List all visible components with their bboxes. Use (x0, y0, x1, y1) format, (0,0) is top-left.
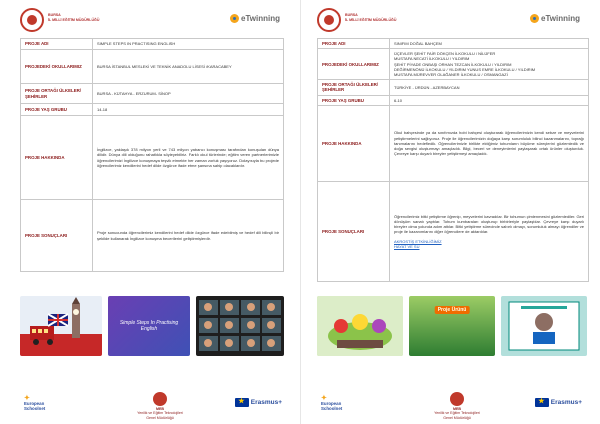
table-row (318, 80, 589, 95)
page-header (317, 8, 586, 36)
page-header (20, 8, 286, 36)
eu-school-line2: Schoolnet (24, 406, 46, 411)
meb-yegitek-logo (125, 392, 195, 420)
row-value: İngilizce, yaklaşık 378 milyon yerli ve 743 milyon yabancı konuşması tarafından konuşulan dünya dilidir. Dünya dili olduğunu rahatlıkla söyleyebiliriz. Farklı okul türlerinde; eğitim veren partnerlerimizle öğrencilerimizi İngilizce konuşmaya teşvik etmekte her zaman zorluk yaşıyoruz. Dolayısıyla bu projede öğrencilerimiz kendilerini hedef dilde özgürce ifade etme şansına sahip olacaklardır. (93, 116, 284, 200)
results-text: Öğrencilerimiz bitki yetiştirme öğrenip, meyvelerini kavradılar. Bir tohumun çimlenmesini gözlemlediler. Geri dönüşüm sanatı yaptılar. Tohum kumbaraları oluşturup birbirleriyle paylaştılar. Çevreye karşı duyarlı bireyler olma yolunda adım attılar. Bitki yetiştirme sürecinde sabırlı olmayı, sorumluluk almayı öğrendiler ve proje ile kazanımlarını diğer öğrencilere de aktardılar. (394, 213, 584, 235)
row-label: PROJEDEKİ OKULLARIMIZ (21, 50, 93, 84)
schoolnet-star-icon: ✦ (321, 395, 327, 402)
table-row (318, 181, 589, 281)
seal-text (345, 13, 396, 23)
table-row (21, 50, 284, 84)
eu-flag-icon (235, 398, 249, 407)
table-row (318, 49, 589, 80)
erasmus-label: Erasmus+ (550, 399, 582, 407)
erasmus-logo (535, 398, 582, 407)
project-info-table (317, 38, 589, 282)
photo-project-logo (108, 296, 190, 356)
row-label: PROJEDEKİ OKULLARIMIZ (318, 49, 390, 80)
meb-line2: Yenilik ve Eğitim Teknolojileri (137, 411, 183, 416)
etwinning-label: eTwinning (541, 14, 580, 23)
photo-london-collage (20, 296, 102, 356)
photo-caption: Proje Ürünü (435, 306, 470, 314)
photo-student-certificate (501, 296, 587, 356)
row-value: 14-18 (93, 104, 284, 116)
london-bus-bigben-illustration (20, 296, 102, 356)
photo-project-product (409, 296, 495, 356)
seal-line2: İL MİLLİ EĞİTİM MÜDÜRLÜĞÜ (48, 18, 100, 22)
erasmus-label: Erasmus+ (250, 399, 282, 407)
row-label: PROJE HAKKINDA (318, 105, 390, 181)
row-label: PROJE YAŞ GRUBU (318, 95, 390, 105)
etwinning-logo (230, 14, 280, 23)
table-row (21, 116, 284, 200)
meb-line1: MEB (156, 407, 164, 411)
row-value: TÜRKİYE - ÜRDÜN - AZERBAYCAN (390, 80, 589, 95)
right-page (300, 0, 600, 424)
row-label: PROJE HAKKINDA (21, 116, 93, 200)
student-certificate-illustration (501, 296, 587, 356)
page-footer (20, 392, 286, 420)
seal-text (48, 13, 99, 23)
table-row (21, 104, 284, 116)
eu-school-line2: Schoolnet (321, 406, 343, 411)
meb-line3: Genel Müdürlüğü (443, 415, 471, 420)
photo-caption: Simple Steps In Practising English (119, 320, 179, 332)
meb-line3: Genel Müdürlüğü (146, 415, 174, 420)
bursa-meb-seal-icon (317, 8, 341, 32)
photo-video-call (196, 296, 284, 356)
seal-line2: İL MİLLİ EĞİTİM MÜDÜRLÜĞÜ (345, 18, 397, 22)
project-photos (20, 296, 284, 356)
meb-emblem-icon (450, 392, 464, 406)
row-value: ÜÇEVLER ŞEHİT FAİR DÖKÇEN İLKOKULU / NİLÜFER MUSTAFA NECATİ İLKOKULU / YILDIRIM ŞEHİT PİYADE ONBAŞI ORHAN TEZCAN İLKOKULU / YILDIRIM DEĞİRMENÖNÜ İLKOKULU / YILDIRIM YUNUS EMRE İLKOKULU / YILDIRIM MUSTAFA MÜREVVER OLAĞANER İLKOKULU / OSMANGAZİ (390, 49, 589, 80)
row-value: SINIFIM DOĞAL BAHÇEM (390, 39, 589, 49)
row-value: 6-10 (390, 95, 589, 105)
row-value: Okul bahçesinde ya da sınıfımızda hobi bahçesi oluşturarak öğrencilerimizin kendi sebze ve meyvelerini yetiştirmelerini sağlıyoruz. Proje ile öğrencilerimizin doğaya karşı sorumluluk bilinci kazanmalarını, toprağı tanımalarını hedefledik. Öğrencilerimizle birlikte ektiğimiz tohumların büyüme süreçlerini gözlemledik ve doğa sevgisi oluşturmayı amaçladık. Bilgi, beceri ve deneyimlerini paylaşarak ortak ürünler oluşturduk. Çevreye karşı duyarlı bireyler yetiştirmeyi amaçladık. (390, 105, 589, 181)
erasmus-logo (235, 398, 282, 407)
project-info-table (20, 38, 284, 272)
meb-emblem-icon (153, 392, 167, 406)
eu-school-line1: European (24, 401, 45, 406)
row-value: Proje sonucunda öğrencilerimiz kendilerini hedef dilde özgürce ifade edebilmiş ve hedef dili bilinçli bir şekilde kullanarak İngilizce konuşma becerilerini geliştirmişlerdir. (93, 200, 284, 272)
table-row (21, 39, 284, 50)
table-row (318, 105, 589, 181)
video-call-grid-illustration (196, 296, 284, 356)
row-label: PROJE YAŞ GRUBU (21, 104, 93, 116)
seal-line1: BURSA (345, 13, 358, 17)
photo-garden-craft (317, 296, 403, 356)
etwinning-label: eTwinning (241, 14, 280, 23)
meb-line2: Yenilik ve Eğitim Teknolojileri (434, 411, 480, 416)
meb-line1: MEB (453, 407, 461, 411)
seal-line1: BURSA (48, 13, 61, 17)
eu-flag-icon (535, 398, 549, 407)
table-row (318, 95, 589, 105)
etwinning-icon (230, 14, 239, 23)
garden-craft-illustration (317, 296, 403, 356)
row-label: PROJE ORTAĞI ÜLKELER/ŞEHİRLER (318, 80, 390, 95)
row-value: SIMPLE STEPS IN PRACTISING ENGLISH (93, 39, 284, 50)
etwinning-icon (530, 14, 539, 23)
link-akrostis[interactable]: AKROSTİŞ ETKİNLİĞİMİZ (394, 238, 442, 244)
schoolnet-star-icon: ✦ (24, 395, 30, 402)
row-label: PROJE ADI (318, 39, 390, 49)
row-value (390, 181, 589, 281)
meb-yegitek-logo (422, 392, 492, 420)
european-schoolnet-logo (24, 396, 45, 411)
row-value: BURSA - KÜTAHYA - ERZURUM- SİNOP (93, 84, 284, 104)
european-schoolnet-logo (321, 396, 342, 411)
table-row (318, 39, 589, 49)
table-row (21, 200, 284, 272)
bursa-meb-seal-icon (20, 8, 44, 32)
etwinning-logo (530, 14, 580, 23)
row-value: BURSA İSTANBUL MESLEKİ VE TEKNİK ANADOLU LİSESİ /KARACABEY (93, 50, 284, 84)
link-hayat-ve-su[interactable]: HAYAT VE SU (394, 243, 420, 249)
row-label: PROJE SONUÇLARI (21, 200, 93, 272)
project-photos (317, 296, 587, 356)
table-row (21, 84, 284, 104)
row-label: PROJE ORTAĞI ÜLKELER/ŞEHİRLER (21, 84, 93, 104)
eu-school-line1: European (321, 401, 342, 406)
page-footer (317, 392, 586, 420)
row-label: PROJE ADI (21, 39, 93, 50)
row-label: PROJE SONUÇLARI (318, 181, 390, 281)
